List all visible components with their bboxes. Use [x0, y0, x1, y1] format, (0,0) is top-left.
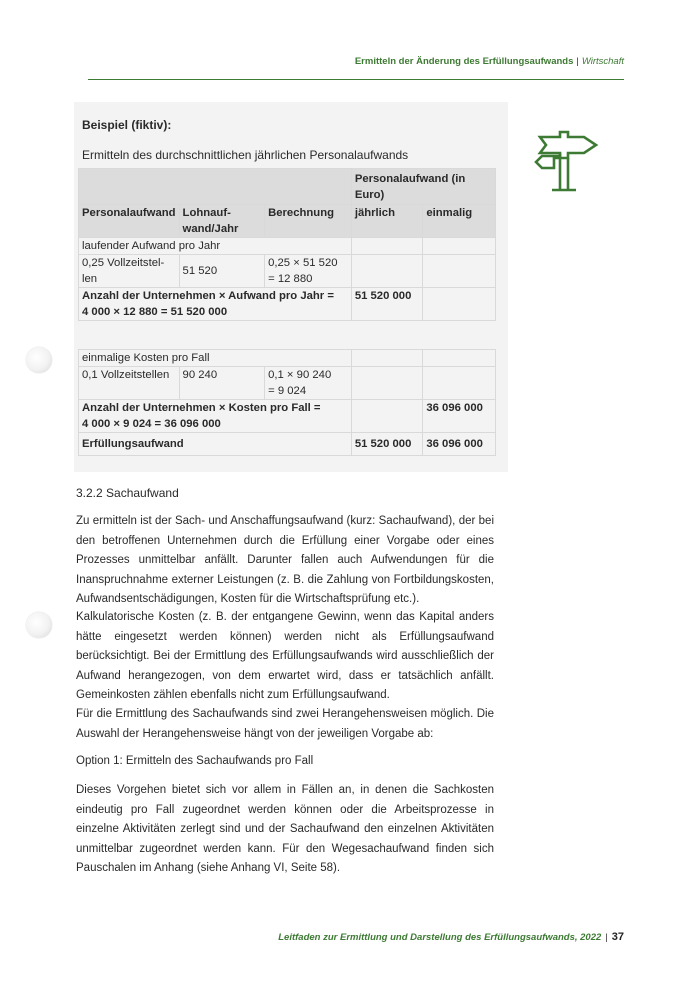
row1-calc	[265, 255, 352, 288]
personnel-cost-table	[78, 168, 496, 456]
paragraph-3: Für die Ermittlung des Sachaufwands sind zwei Herangehensweisen möglich. Die Auswahl der Herangehensweise hängt von der jeweiligen Vorgabe ab:	[76, 708, 494, 740]
paragraph-4: Dieses Vorgehen bietet sich vor allem in Fällen an, in denen die Sachkosten eindeutig pro Fall zugeordnet werden können oder die Arbeitsprozesse in einzelne Aktivitäten zerlegt sind und der Sachaufwand den einzelnen Aktivitäten unmittelbar zugeordnet werden kann. Für den Wegesachaufwand finden sich Pauschalen im Anhang (siehe Anhang VI, Seite 58).	[76, 784, 494, 874]
footer-separator: |	[605, 932, 608, 943]
table-row-sum1	[79, 288, 496, 321]
total-jaehrlich: 51 520 000	[351, 433, 423, 456]
table-row-total	[79, 433, 496, 456]
empty-cell	[351, 350, 423, 367]
row2-calc	[265, 367, 352, 400]
empty-cell	[423, 288, 496, 321]
laufender-aufwand-label: laufender Aufwand pro Jahr	[79, 238, 352, 255]
table-header-row-2	[79, 205, 496, 238]
header-lohnaufwand: Lohnauf-wand/Jahr	[179, 205, 265, 238]
empty-cell	[351, 367, 423, 400]
row1-lohn: 51 520	[179, 255, 265, 288]
running-footer	[278, 931, 624, 943]
row2-calc-b: = 9 024	[268, 385, 307, 397]
sum1-formula	[79, 288, 352, 321]
signpost-icon	[534, 128, 604, 196]
header-berechnung: Berechnung	[265, 205, 352, 238]
table-row-sum2	[79, 400, 496, 433]
running-header	[355, 56, 624, 67]
page-number: 37	[611, 931, 624, 943]
table-row-laufend	[79, 255, 496, 288]
empty-cell	[351, 238, 423, 255]
row2-lohn: 90 240	[179, 367, 265, 400]
empty-cell	[423, 350, 496, 367]
total-label: Erfüllungsaufwand	[79, 433, 352, 456]
option-1-heading: Option 1: Ermitteln des Sachaufwands pro Fall	[76, 755, 314, 767]
einmalige-kosten-label: einmalige Kosten pro Fall	[79, 350, 352, 367]
example-subtitle: Ermitteln des durchschnittlichen jährlichen Personalaufwands	[82, 148, 409, 162]
empty-cell	[423, 238, 496, 255]
footer-title: Leitfaden zur Ermittlung und Darstellung des Erfüllungsaufwands, 2022	[278, 932, 602, 943]
empty-cell	[423, 367, 496, 400]
header-separator: |	[576, 56, 579, 67]
header-personal-euro: Personalaufwand (in Euro)	[351, 169, 495, 205]
empty-cell	[351, 255, 423, 288]
gap-cell	[79, 321, 496, 350]
table-header-row-1	[79, 169, 496, 205]
punch-hole-top	[26, 347, 52, 373]
sum2-line-b: 4 000 × 9 024 = 36 096 000	[82, 418, 221, 430]
row2-calc-a: 0,1 × 90 240	[268, 369, 332, 381]
sum1-line-a: Anzahl der Unternehmen × Aufwand pro Jahr =	[82, 290, 334, 302]
header-section: Wirtschaft	[581, 56, 624, 67]
sum1-jaehrlich: 51 520 000	[351, 288, 423, 321]
total-einmalig: 36 096 000	[423, 433, 496, 456]
example-title: Beispiel (fiktiv):	[82, 118, 172, 132]
sum2-line-a: Anzahl der Unternehmen × Kosten pro Fall =	[82, 402, 321, 414]
empty-cell	[423, 255, 496, 288]
section-heading: 3.2.2 Sachaufwand	[76, 486, 179, 500]
header-title: Ermitteln der Änderung des Erfüllungsaufwands	[354, 56, 574, 67]
row1-label: 0,25 Vollzeitstel-len	[79, 255, 180, 288]
table-header-spacer	[79, 169, 352, 205]
sum2-formula	[79, 400, 352, 433]
sum2-einmalig: 36 096 000	[423, 400, 496, 433]
table-row-laufend-label	[79, 238, 496, 255]
table-row-einmalig	[79, 367, 496, 400]
row1-calc-b: = 12 880	[268, 273, 313, 285]
paragraph-1: Zu ermitteln ist der Sach- und Anschaffungsaufwand (kurz: Sachaufwand), der bei den betroffenen Unternehmen durch die Erfüllung einer Vorgabe oder eines Prozesses unmittelbar anfällt. Darunter fallen auch Aufwendungen für die Inanspruchnahme externer Leistungen (z. B. die Zahlung von Fortbildungskosten, Aufwandsentschädigungen, Kosten für die Wirtschaftsprüfung etc.).	[76, 515, 494, 605]
header-einmalig: einmalig	[423, 205, 496, 238]
header-jaehrlich: jährlich	[351, 205, 423, 238]
sum1-line-b: 4 000 × 12 880 = 51 520 000	[82, 306, 228, 318]
row2-label: 0,1 Vollzeitstellen	[79, 367, 180, 400]
header-rule	[88, 79, 624, 80]
punch-hole-bottom	[26, 612, 52, 638]
paragraph-2: Kalkulatorische Kosten (z. B. der entgangene Gewinn, wenn das Kapital anders hätte eingesetzt werden können) werden nicht als Erfüllungsaufwand berücksichtigt. Bei der Ermittlung des Erfüllungsaufwands wird ausschließlich der Aufwand herangezogen, von dem erwartet wird, dass er tatsächlich anfällt. Gemeinkosten zählen ebenfalls nicht zum Erfüllungsaufwand.	[76, 611, 494, 701]
table-row-einmalig-label	[79, 350, 496, 367]
table-gap-row	[79, 321, 496, 350]
header-personalaufwand: Personalaufwand	[79, 205, 180, 238]
empty-cell	[351, 400, 423, 433]
row1-calc-a: 0,25 × 51 520	[268, 257, 338, 269]
